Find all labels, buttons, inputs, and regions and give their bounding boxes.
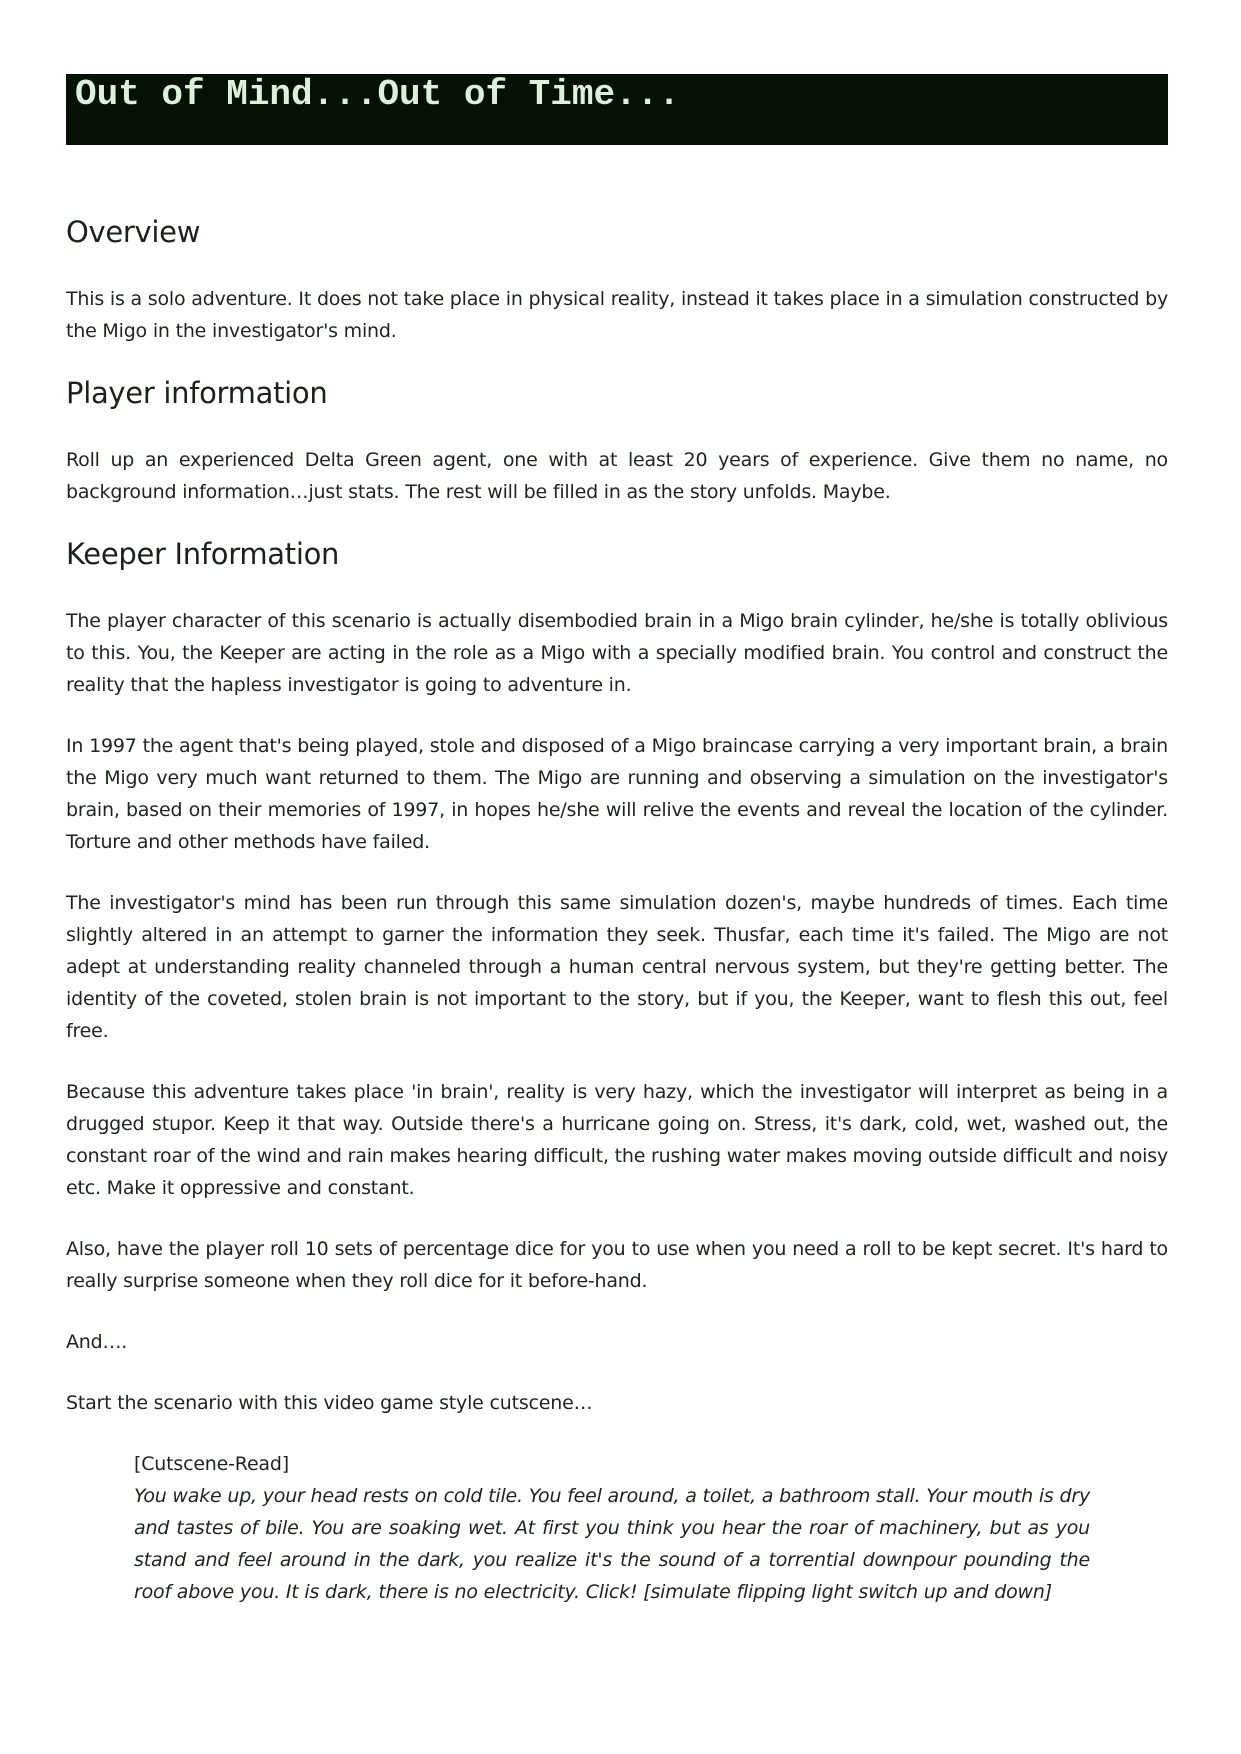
cutscene-label: [Cutscene-Read]: [134, 1453, 289, 1475]
cutscene-text: You wake up, your head rests on cold tile. You feel around, a toilet, a bathroom stall. Your mouth is dry and tastes of bile. You are soaking wet. At first you think you hear the roar of machinery, but as you stand and feel around in the dark, you realize it's the sound of a torrential downpour pounding the roof above you. It is dark, there is no electricity. Click! [simulate flipping light switch up and down]: [134, 1485, 1090, 1603]
keeper-paragraph-3: The investigator's mind has been run through this same simulation dozen's, maybe hundreds of times. Each time slightly altered in an attempt to garner the information they seek. Thusfar, each time it's failed. The Migo are not adept at understanding reality channeled through a human central nervous system, but they're getting better. The identity of the coveted, stolen brain is not important to the story, but if you, the Keeper, want to flesh this out, feel free.: [66, 892, 1168, 1042]
section-heading-overview: Overview: [66, 215, 201, 249]
keeper-paragraph-7: Start the scenario with this video game style cutscene…: [66, 1392, 593, 1414]
document-title: Out of Mind...Out of Time...: [75, 74, 680, 115]
keeper-paragraph-4: Because this adventure takes place 'in brain', reality is very hazy, which the investigator will interpret as being in a drugged stupor. Keep it that way. Outside there's a hurricane going on. Stress, it's dark, cold, wet, washed out, the constant roar of the wind and rain makes hearing difficult, the rushing water makes moving outside difficult and noisy etc. Make it oppressive and constant.: [66, 1081, 1168, 1199]
cutscene-block: [134, 1448, 1090, 1608]
player-information-paragraph: Roll up an experienced Delta Green agent, one with at least 20 years of experience. Give them no name, no background information…just stats. The rest will be filled in as the story unfolds. Maybe.: [66, 449, 1168, 503]
title-bar: [66, 74, 1168, 145]
keeper-paragraph-5: Also, have the player roll 10 sets of percentage dice for you to use when you need a roll to be kept secret. It's hard to really surprise someone when they roll dice for it before-hand.: [66, 1238, 1168, 1292]
section-heading-keeper-information: Keeper Information: [66, 537, 340, 571]
overview-paragraph: This is a solo adventure. It does not take place in physical reality, instead it takes place in a simulation constructed by the Migo in the investigator's mind.: [66, 288, 1168, 342]
keeper-paragraph-6: And….: [66, 1331, 128, 1353]
keeper-paragraph-1: The player character of this scenario is actually disembodied brain in a Migo brain cylinder, he/she is totally oblivious to this. You, the Keeper are acting in the role as a Migo with a specially modified brain. You control and construct the reality that the hapless investigator is going to adventure in.: [66, 610, 1168, 696]
document-body: [66, 215, 1168, 1608]
keeper-paragraph-2: In 1997 the agent that's being played, stole and disposed of a Migo braincase carrying a very important brain, a brain the Migo very much want returned to them. The Migo are running and observing a simulation on the investigator's brain, based on their memories of 1997, in hopes he/she will relive the events and reveal the location of the cylinder. Torture and other methods have failed.: [66, 735, 1168, 853]
section-heading-player-information: Player information: [66, 376, 328, 410]
